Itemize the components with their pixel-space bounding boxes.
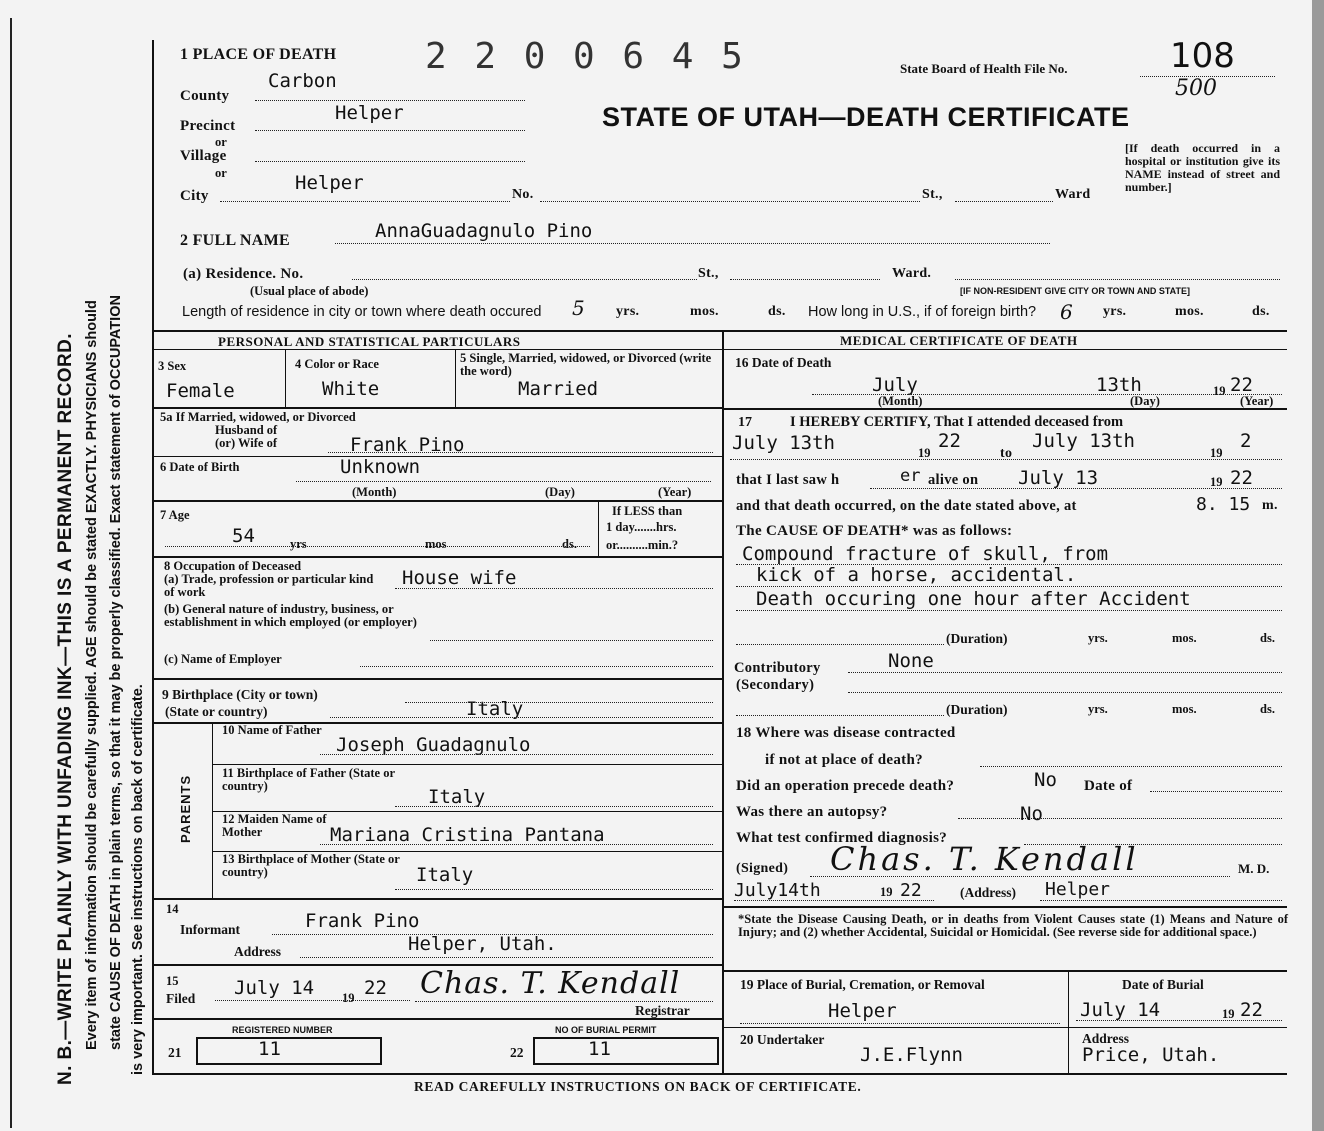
spouse-label-3: (or) Wife of xyxy=(215,436,278,450)
city-value: Helper xyxy=(295,172,364,194)
precinct-value: Helper xyxy=(335,102,404,124)
attended-to: July 13th xyxy=(1032,430,1135,452)
last-saw-date: July 13 xyxy=(1018,467,1099,489)
spouse-value: Frank Pino xyxy=(350,434,465,456)
age-ds: ds. xyxy=(562,537,577,551)
length-mos: mos. xyxy=(690,304,719,319)
contributory-sub: (Secondary) xyxy=(736,677,815,693)
undertaker-label: 20 Undertaker xyxy=(740,1032,825,1047)
registered-number-box xyxy=(196,1037,382,1065)
cause-line-3: Death occuring one hour after Accident xyxy=(756,588,1191,610)
duration-2-mos: mos. xyxy=(1172,702,1197,716)
footnote: *State the Disease Causing Death, or in deaths from Violent Causes state (1) Means and Nature of Injury; and (2) whether Accidental, Suicidal or Homicidal. (See reverse side for additional space.) xyxy=(738,912,1288,939)
residence-ward: Ward. xyxy=(892,266,932,281)
undertaker-value: J.E.Flynn xyxy=(860,1044,963,1066)
length-ds: ds. xyxy=(768,304,786,319)
duration-1-yrs: yrs. xyxy=(1088,631,1108,645)
age-value: 54 xyxy=(232,525,255,547)
autopsy-value: No xyxy=(1020,803,1043,825)
us-yrs: yrs. xyxy=(1103,304,1127,319)
operation-value: No xyxy=(1034,769,1057,791)
usual-place-note: (Usual place of abode) xyxy=(250,284,369,298)
test-label: What test confirmed diagnosis? xyxy=(736,830,948,846)
registrar-signature: Chas. T. Kendall xyxy=(420,966,681,1001)
death-day: 13th xyxy=(1096,374,1142,396)
sign-year: 22 xyxy=(900,880,922,901)
dob-month: (Month) xyxy=(352,485,397,499)
death-19: 19 xyxy=(1213,384,1226,398)
file-no-label: State Board of Health File No. xyxy=(900,61,1068,76)
county-label: County xyxy=(180,88,230,104)
less-than: If LESS than xyxy=(612,504,683,518)
place-of-death-label: 1 PLACE OF DEATH xyxy=(180,46,337,63)
father-value: Joseph Guadagnulo xyxy=(336,734,531,756)
informant-address: Helper, Utah. xyxy=(408,933,557,955)
burial-place: Helper xyxy=(828,1000,897,1022)
registered-number-value: 11 xyxy=(258,1038,281,1060)
occupation-b: (b) General nature of industry, business, or establishment in which employed (or employer) xyxy=(164,602,417,629)
less-or: or..........min.? xyxy=(606,538,679,552)
village-label: Village xyxy=(180,148,227,164)
last-saw-er: er xyxy=(900,466,921,486)
death-day-cap: (Day) xyxy=(1130,394,1160,408)
death-month-cap: (Month) xyxy=(878,394,923,408)
duration-2-ds: ds. xyxy=(1260,702,1275,716)
physician-signature: Chas. T. Kendall xyxy=(830,840,1139,878)
cause-label: The CAUSE OF DEATH* was as follows: xyxy=(736,523,1013,539)
burial-label: 19 Place of Burial, Cremation, or Removal xyxy=(740,977,985,992)
burial-permit-box xyxy=(533,1037,719,1065)
q18b-label: if not at place of death? xyxy=(765,752,923,768)
sidebar-text-1: N. B.—WRITE PLAINLY WITH UNFADING INK—THIS IS A PERMANENT RECORD. xyxy=(55,333,76,1085)
last-saw-19: 19 xyxy=(1210,475,1223,489)
us-years: 6 xyxy=(1060,300,1073,324)
to-label: to xyxy=(1000,446,1013,461)
city-label: City xyxy=(180,188,209,204)
less-day: 1 day.......hrs. xyxy=(606,520,677,534)
address-label: (Address) xyxy=(960,885,1017,900)
father-label: 10 Name of Father xyxy=(222,723,322,737)
mother-value: Mariana Cristina Pantana xyxy=(330,824,605,846)
st-label: St., xyxy=(922,187,943,202)
registrar-label: Registrar xyxy=(635,1003,690,1018)
occupation-value: House wife xyxy=(402,567,517,589)
informant-address-label: Address xyxy=(234,944,282,959)
death-time: 8. 15 xyxy=(1196,494,1251,515)
from-year: 22 xyxy=(938,430,961,452)
footer-note: READ CAREFULLY INSTRUCTIONS ON BACK OF CERTIFICATE. xyxy=(414,1079,862,1094)
attended-from: July 13th xyxy=(732,432,835,454)
physician-address: Helper xyxy=(1045,879,1111,900)
undertaker-address-label: Address xyxy=(1082,1031,1130,1046)
burial-19: 19 xyxy=(1222,1007,1235,1021)
mother-label: 12 Maiden Name of Mother xyxy=(222,812,327,839)
md-label: M. D. xyxy=(1238,861,1270,876)
us-label: How long in U.S., if of foreign birth? xyxy=(808,304,1037,320)
us-mos: mos. xyxy=(1175,304,1204,319)
sidebar-text-4: is very important. See instructions on back of certificate. xyxy=(130,684,146,1075)
burial-permit-idx: 22 xyxy=(510,1045,524,1060)
filed-date: July 14 xyxy=(234,977,315,999)
occupation-label: 8 Occupation of Deceased xyxy=(164,559,302,573)
hospital-note: [If death occurred in a hospital or institution give its NAME instead of street and number.] xyxy=(1125,141,1280,194)
registered-number-label: REGISTERED NUMBER xyxy=(232,1025,333,1035)
date-of-death-label: 16 Date of Death xyxy=(735,355,832,370)
or-1: or xyxy=(215,135,227,149)
cause-line-1: Compound fracture of skull, from xyxy=(742,543,1109,565)
dob-year: (Year) xyxy=(658,485,692,499)
to-19: 19 xyxy=(1210,446,1223,460)
sidebar-text-3: state CAUSE OF DEATH in plain terms, so that it may be properly classified. Exact statement of OCCUPATION xyxy=(108,295,124,1050)
undertaker-address: Price, Utah. xyxy=(1082,1044,1220,1066)
certify-num: 17 xyxy=(738,415,752,430)
autopsy-label: Was there an autopsy? xyxy=(736,804,888,820)
filed-year: 22 xyxy=(364,977,387,999)
to-year: 2 xyxy=(1240,430,1252,452)
sidebar-text-2: Every item of information should be carefully supplied. AGE should be stated EXACTLY. PHYSICIANS should xyxy=(84,300,100,1050)
signed-label: (Signed) xyxy=(736,861,789,876)
occupation-c: (c) Name of Employer xyxy=(164,652,282,666)
birthplace-sub: (State or country) xyxy=(165,704,268,719)
father-birthplace-label: 11 Birthplace of Father (State or country) xyxy=(222,766,395,793)
sign-19: 19 xyxy=(880,885,893,899)
sex-label: 3 Sex xyxy=(158,359,187,373)
burial-permit-label: NO OF BURIAL PERMIT xyxy=(555,1025,657,1035)
us-ds: ds. xyxy=(1252,304,1270,319)
dob-day: (Day) xyxy=(545,485,575,499)
informant-value: Frank Pino xyxy=(305,910,420,932)
spouse-label-1: 5a If Married, widowed, or Divorced xyxy=(160,410,356,424)
no-label: No. xyxy=(512,187,534,202)
full-name-label: 2 FULL NAME xyxy=(180,232,290,249)
file-no-sub: 500 xyxy=(1175,76,1217,101)
last-saw-1: that I last saw h xyxy=(736,472,840,488)
death-time-m: m. xyxy=(1262,498,1278,513)
marital-value: Married xyxy=(518,378,599,400)
informant-num: 14 xyxy=(166,902,179,916)
duration-1-mos: mos. xyxy=(1172,631,1197,645)
age-mos: mos xyxy=(425,537,447,551)
last-saw-2: alive on xyxy=(928,472,979,488)
operation-label: Did an operation precede death? xyxy=(736,778,955,794)
burial-permit-value: 11 xyxy=(588,1038,611,1060)
duration-1: (Duration) xyxy=(946,631,1008,646)
duration-2-yrs: yrs. xyxy=(1088,702,1108,716)
mother-birthplace-value: Italy xyxy=(416,864,474,886)
q18-label: 18 Where was disease contracted xyxy=(736,725,956,741)
contributory-value: None xyxy=(888,650,934,672)
cause-line-2: kick of a horse, accidental. xyxy=(756,564,1077,586)
certificate-title: STATE OF UTAH—DEATH CERTIFICATE xyxy=(602,102,1130,132)
length-yrs: yrs. xyxy=(616,304,640,319)
medical-header: MEDICAL CERTIFICATE OF DEATH xyxy=(840,333,1078,348)
dob-label: 6 Date of Birth xyxy=(160,460,240,474)
ward-label: Ward xyxy=(1055,187,1091,202)
color-value: White xyxy=(322,378,380,400)
certify-text: I HEREBY CERTIFY, That I attended deceased from xyxy=(790,414,1124,430)
last-saw-year: 22 xyxy=(1230,467,1253,489)
file-no: 108 xyxy=(1170,36,1235,76)
date-of-label: Date of xyxy=(1084,778,1133,794)
serial-number: 2 2 0 0 6 4 5 xyxy=(425,36,746,77)
filed-19: 19 xyxy=(342,991,355,1005)
marital-label: 5 Single, Married, widowed, or Divorced (write the word) xyxy=(460,351,712,378)
sex-value: Female xyxy=(166,380,235,402)
duration-2: (Duration) xyxy=(946,702,1008,717)
duration-1-ds: ds. xyxy=(1260,631,1275,645)
county-value: Carbon xyxy=(268,70,337,92)
personal-header: PERSONAL AND STATISTICAL PARTICULARS xyxy=(218,334,521,349)
parents-label: PARENTS xyxy=(178,774,193,843)
residence-label: (a) Residence. No. xyxy=(183,266,304,282)
filed-num: 15 xyxy=(166,974,179,988)
filed-label: Filed xyxy=(166,991,196,1006)
or-2: or xyxy=(215,166,227,180)
from-19: 19 xyxy=(918,446,931,460)
dob-value: Unknown xyxy=(340,456,421,478)
residence-st: St., xyxy=(698,266,719,281)
death-month: July xyxy=(872,374,918,396)
death-year: 22 xyxy=(1230,374,1253,396)
occupation-a: (a) Trade, profession or particular kind of work xyxy=(164,572,374,599)
informant-label: Informant xyxy=(180,922,240,937)
age-label: 7 Age xyxy=(160,508,190,522)
nonresident-note: [IF NON-RESIDENT GIVE CITY OR TOWN AND STATE] xyxy=(960,286,1191,296)
occurred-text: and that death occurred, on the date stated above, at xyxy=(736,498,1077,514)
contributory-label: Contributory xyxy=(734,660,821,676)
length-years: 5 xyxy=(572,296,585,320)
full-name-value: AnnaGuadagnulo Pino xyxy=(375,220,593,242)
age-yrs: yrs xyxy=(290,537,307,551)
right-edge xyxy=(1312,0,1324,1131)
color-label: 4 Color or Race xyxy=(295,357,379,371)
burial-date: July 14 xyxy=(1080,999,1161,1021)
birthplace-value: Italy xyxy=(466,698,524,720)
burial-date-label: Date of Burial xyxy=(1122,977,1204,992)
father-birthplace-value: Italy xyxy=(428,786,486,808)
registered-number-idx: 21 xyxy=(168,1045,182,1060)
spouse-label-2: Husband of xyxy=(215,423,278,437)
birthplace-label: 9 Birthplace (City or town) xyxy=(162,687,318,702)
mother-birthplace-label: 13 Birthplace of Mother (State or country) xyxy=(222,852,400,879)
length-label: Length of residence in city or town where death occured xyxy=(182,304,542,320)
death-year-cap: (Year) xyxy=(1240,394,1274,408)
burial-year: 22 xyxy=(1240,999,1263,1021)
precinct-label: Precinct xyxy=(180,118,236,134)
sign-date: July14th xyxy=(734,880,821,901)
